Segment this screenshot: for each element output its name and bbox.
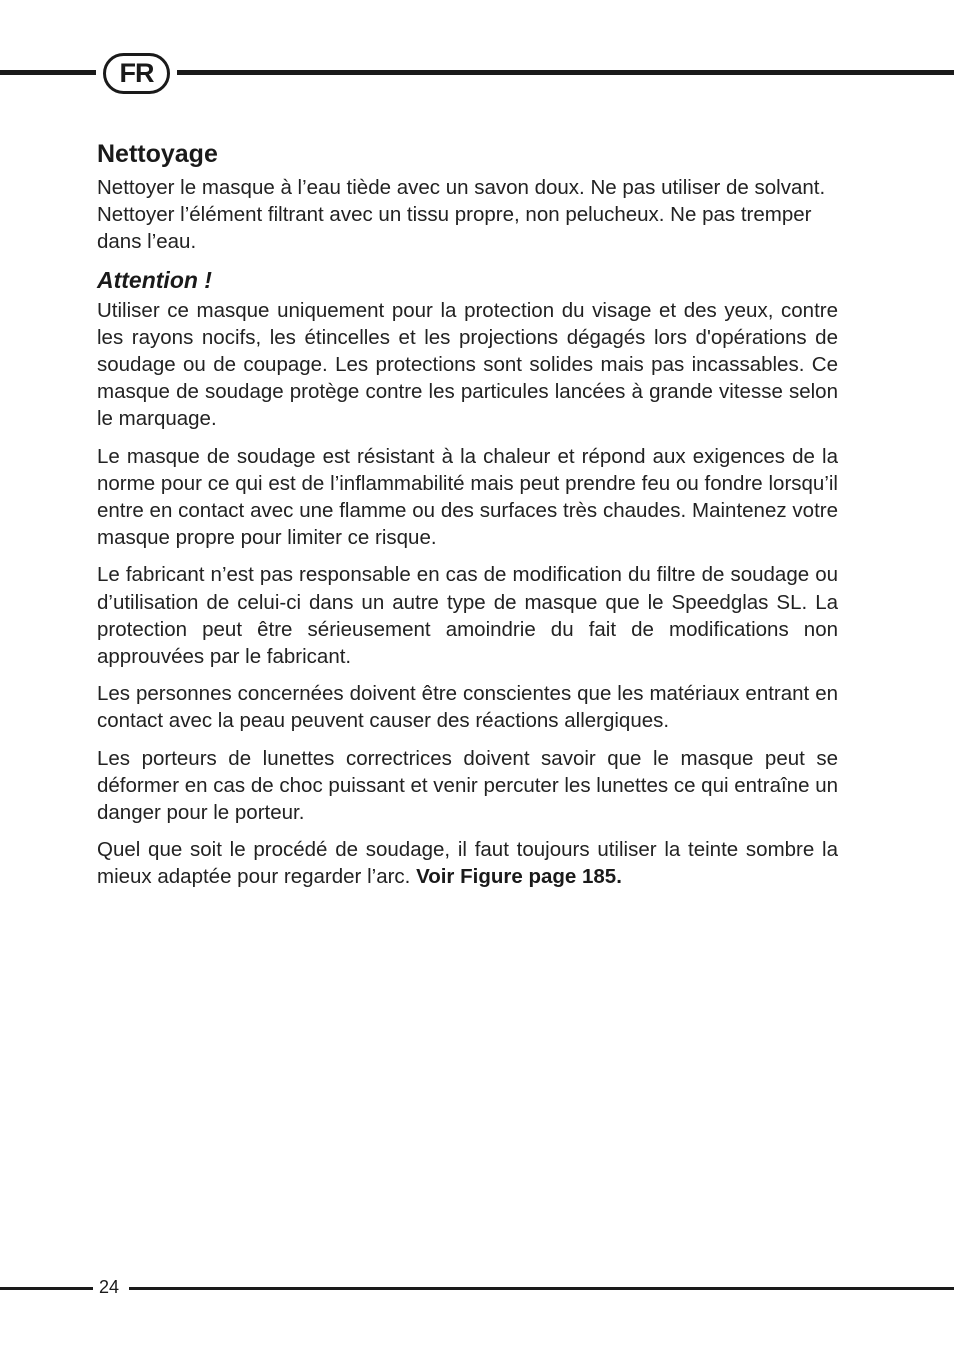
page-number: 24	[99, 1277, 120, 1297]
figure-reference: Voir Figure page 185.	[416, 865, 622, 889]
attention-paragraph-3: Le fabricant n’est pas responsable en cas de modification du filtre de soudage ou d’utilisation de celui-ci dans un autre type de masque que le Speedglas SL. La protection peut être sérieusement amoindrie du fait de modifications non approuvées par le fabricant.	[97, 563, 838, 669]
attention-paragraph-5: Les porteurs de lunettes correctrices doivent savoir que le masque peut se déformer en cas de choc puissant et venir percuter les lunettes ce qui entraîne un danger pour le porteur.	[97, 746, 838, 825]
cleaning-paragraph: Nettoyer le masque à l’eau tiède avec un savon doux. Ne pas utiliser de solvant. Nettoyer l’élément filtrant avec un tissu propre, non pelucheux. Ne pas tremper dans l’eau.	[97, 176, 826, 254]
page-content	[97, 138, 838, 891]
footer-rule-right	[129, 1287, 954, 1290]
footer-rule-left	[0, 1287, 93, 1290]
header-rule-left	[0, 70, 96, 75]
attention-paragraph-4: Les personnes concernées doivent être conscientes que les matériaux entrant en contact avec la peau peuvent causer des réactions allergiques.	[97, 682, 838, 733]
section-title-cleaning: Nettoyage	[97, 140, 218, 168]
attention-title: Attention !	[97, 266, 212, 293]
header-rule-right	[177, 70, 954, 75]
shade-advice-text: Quel que soit le procédé de soudage, il faut toujours utiliser la teinte sombre la mieux adaptée pour regarder l’arc.	[97, 838, 838, 889]
attention-paragraph-2: Le masque de soudage est résistant à la chaleur et répond aux exigences de la norme pour ce qui est de l’inflammabilité mais peut prendre feu ou fondre lorsqu’il entre en contact avec une flamme ou des surfaces très chaudes. Maintenez votre masque propre pour limiter ce risque.	[97, 444, 838, 550]
language-badge: FR	[103, 53, 170, 94]
attention-paragraph-1: Utiliser ce masque uniquement pour la protection du visage et des yeux, contre les rayons nocifs, les étincelles et les projections dégagés lors d'opérations de soudage ou de coupage. Les protections sont solides mais pas incassables. Ce masque de soudage protège contre les particules lancées à grande vitesse selon le marquage.	[97, 298, 838, 431]
attention-paragraph-6	[97, 836, 838, 890]
